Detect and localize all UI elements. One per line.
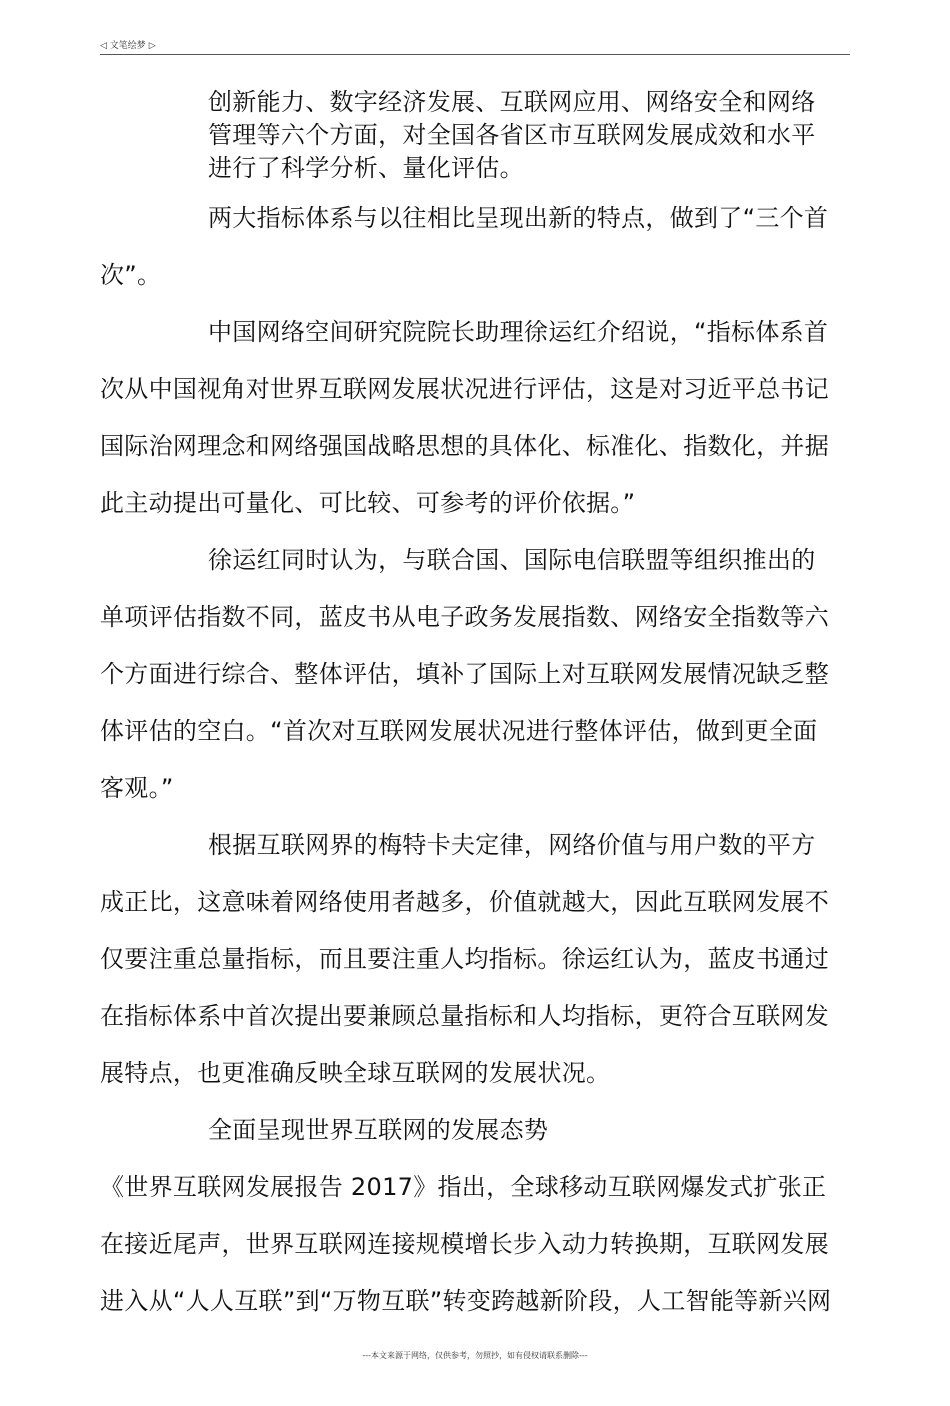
left-triangle-icon: ◁ bbox=[100, 41, 107, 51]
paragraph bbox=[100, 304, 850, 532]
paragraph bbox=[100, 532, 850, 817]
section-heading: 全面呈现世界互联网的发展态势 bbox=[208, 1116, 549, 1144]
text-line: 在接近尾声，世界互联网连接规模增长步入动力转换期，互联网发展 bbox=[100, 1230, 829, 1258]
text-line: 次从中国视角对世界互联网发展状况进行评估，这是对习近平总书记 bbox=[100, 375, 829, 403]
paragraph bbox=[100, 86, 850, 185]
paragraph bbox=[100, 817, 850, 1102]
text-line: 在指标体系中首次提出要兼顾总量指标和人均指标，更符合互联网发 bbox=[100, 1002, 829, 1030]
text-line: 徐运红同时认为，与联合国、国际电信联盟等组织推出的 bbox=[208, 546, 816, 574]
text-line: 进入从“人人互联”到“万物互联”转变跨越新阶段，人工智能等新兴网 bbox=[100, 1287, 832, 1315]
paragraph bbox=[100, 1102, 850, 1330]
text-line: 体评估的空白。“首次对互联网发展状况进行整体评估，做到更全面 bbox=[100, 717, 818, 745]
text-line: 根据互联网界的梅特卡夫定律，网络价值与用户数的平方 bbox=[208, 831, 816, 859]
text-line: 进行了科学分析、量化评估。 bbox=[208, 154, 524, 182]
text-line: 此主动提出可量化、可比较、可参考的评价依据。” bbox=[100, 489, 636, 517]
header-title: 文笔绘梦 bbox=[109, 41, 146, 51]
page-footer: ---本文来源于网络，仅供参考，勿照抄，如有侵权请联系删除--- bbox=[362, 1351, 588, 1360]
text-line: 国际治网理念和网络强国战略思想的具体化、标准化、指数化，并据 bbox=[100, 432, 829, 460]
page-header bbox=[100, 40, 850, 55]
text-line: 单项评估指数不同，蓝皮书从电子政务发展指数、网络安全指数等六 bbox=[100, 603, 829, 631]
text-line: 客观。” bbox=[100, 774, 174, 802]
text-line: 《世界互联网发展报告 2017》指出，全球移动互联网爆发式扩张正 bbox=[100, 1173, 827, 1201]
text-line: 两大指标体系与以往相比呈现出新的特点，做到了“三个首 bbox=[208, 204, 829, 232]
text-line: 次”。 bbox=[100, 261, 162, 289]
paragraph bbox=[100, 190, 850, 304]
text-line: 展特点，也更准确反映全球互联网的发展状况。 bbox=[100, 1059, 611, 1087]
text-line: 仅要注重总量指标，而且要注重人均指标。徐运红认为，蓝皮书通过 bbox=[100, 945, 829, 973]
text-line: 管理等六个方面，对全国各省区市互联网发展成效和水平 bbox=[208, 121, 816, 149]
text-line: 创新能力、数字经济发展、互联网应用、网络安全和网络 bbox=[208, 88, 816, 116]
text-line: 成正比，这意味着网络使用者越多，价值就越大，因此互联网发展不 bbox=[100, 888, 829, 916]
right-triangle-icon: ▷ bbox=[148, 41, 156, 51]
text-line: 个方面进行综合、整体评估，填补了国际上对互联网发展情况缺乏整 bbox=[100, 660, 829, 688]
text-line: 中国网络空间研究院院长助理徐运红介绍说，“指标体系首 bbox=[208, 318, 829, 346]
document-body bbox=[100, 86, 850, 1330]
